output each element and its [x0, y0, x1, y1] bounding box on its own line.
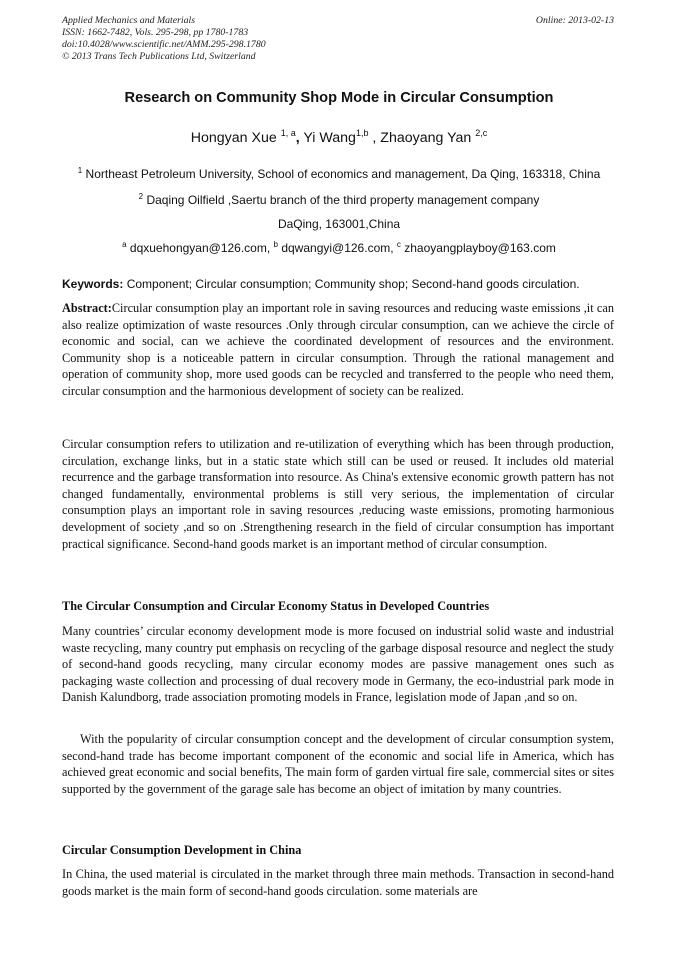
keywords-text: Component; Circular consumption; Community shop; Second-hand goods circulation.	[126, 277, 580, 291]
affiliation-1	[0, 167, 678, 181]
journal-name: Applied Mechanics and Materials	[62, 15, 196, 26]
email-address: zhaoyangplayboy@163.com	[404, 241, 556, 255]
author-separator: ,	[295, 130, 300, 146]
abstract-text: Circular consumption play an important role in saving resources and reducing waste emissions ,it can also realize optimization of waste resources .Only through circular consumption, can we achieve the circle of economic and social, can we achieve the coordinated development of resources and the environment. Community shop is a noticeable pattern in circular consumption. Through the rational management and operation of community shop, more used goods can be recycled and transferred to the people who need them, circular consumption and the harmonious development of society can be realized.	[62, 301, 614, 398]
section-heading-1: The Circular Consumption and Circular Economy Status in Developed Countries	[62, 599, 490, 613]
email-sup: a	[122, 240, 127, 249]
email-line	[0, 241, 678, 255]
keywords	[62, 277, 622, 291]
email-address: dqxuehongyan@126.com,	[129, 241, 274, 255]
author-sup: 2,c	[475, 128, 488, 138]
keywords-label: Keywords:	[62, 277, 124, 291]
journal-meta	[62, 15, 266, 63]
section-heading-2: Circular Consumption Development in China	[62, 843, 302, 857]
author-line	[0, 130, 678, 146]
abstract	[62, 300, 614, 400]
online-date: Online: 2013-02-13	[535, 15, 614, 26]
author-sup: 1, a	[280, 128, 296, 138]
email-sup: c	[396, 240, 401, 249]
abstract-label: Abstract:	[62, 301, 112, 315]
affiliation-2-city: DaQing, 163001,China	[277, 217, 401, 231]
affiliation-2	[0, 193, 678, 207]
author-name: Zhaoyang Yan	[376, 130, 472, 146]
intro-paragraph: Circular consumption refers to utilization and re-utilization of everything which has been through production, circulation, exchange links, but in a static state which still can be used or reused. It includes old material recurrence and the garbage transformation into resource. As China's extensive economic growth pattern has not changed fundamentally, environmental problems is still very serious, the implementation of circular consumption plays an important role in saving resources ,reducing waste emissions, promoting harmonious development of society ,and so on .Strengthening research in the field of circular consumption has important practical significance. Second-hand goods market is an important method of circular consumption.	[62, 437, 614, 551]
doi-line: doi:10.4028/www.scientific.net/AMM.295-298.1780	[62, 39, 266, 50]
affiliation-sup: 2	[138, 192, 144, 201]
section1-paragraph-2: With the popularity of circular consumption concept and the development of circular consumption system, second-hand trade has become important component of the economic and social life in America, which has achieved great economic and social benefits, The main form of garden virtual fire sale, commercial sites or sites supported by the government of the garage sale has become an object of imitation by many countries.	[62, 732, 614, 796]
affiliation-text: Daqing Oilfield ,Saertu branch of the third property management company	[146, 193, 540, 207]
author-name: Hongyan Xue	[190, 130, 277, 146]
issn-line: ISSN: 1662-7482, Vols. 295-298, pp 1780-1783	[62, 27, 249, 38]
author-name: Yi Wang	[303, 130, 356, 146]
email-address: dqwangyi@126.com,	[281, 241, 397, 255]
affiliation-text: Northeast Petroleum University, School of economics and management, Da Qing, 163318, China	[85, 167, 601, 181]
section1-paragraph-1: Many countries’ circular economy development mode is more focused on industrial solid waste and industrial waste recycling, many country put emphasis on recycling of the garbage disposal resource and neglect the study of second-hand goods recycling, many circular economy modes are passive management ones such as packaging waste collection and processing of dual recovery mode in Germany, the eco-industrial park mode in Danish Kalundborg, trade association promoting models in France, legislation mode of Japan ,and so on.	[62, 624, 614, 705]
affiliation-sup: 1	[77, 166, 83, 175]
section2-paragraph-1: In China, the used material is circulated in the market through three main methods. Transaction in second-hand goods market is the main form of second-hand goods circulation. some materials are	[62, 867, 614, 898]
author-sup: 1,b	[355, 128, 369, 138]
paper-title: Research on Community Shop Mode in Circular Consumption	[124, 90, 554, 106]
email-sup: b	[273, 240, 278, 249]
author-separator: ,	[368, 130, 377, 146]
copyright-line: © 2013 Trans Tech Publications Ltd, Switzerland	[62, 51, 256, 62]
